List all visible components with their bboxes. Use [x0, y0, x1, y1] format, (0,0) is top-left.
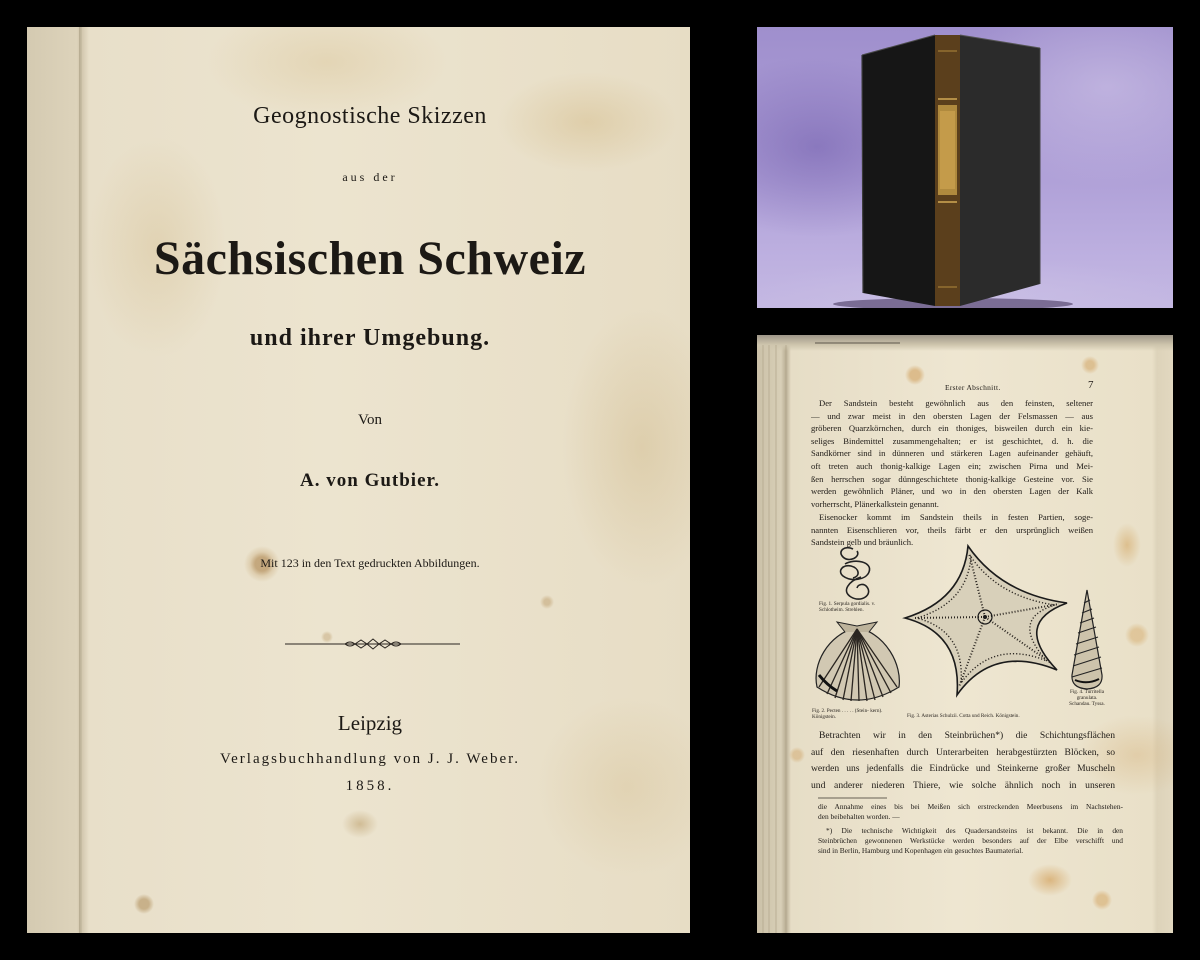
text-line: werden uns jedenfalls die Eindrücke und Steinkerne großer Muscheln: [811, 763, 1115, 774]
footnote-line: sind in Berlin, Hamburg und Kopenhagen ein gesuchtes Baumaterial.: [818, 846, 1024, 855]
book-illustration: [757, 27, 1173, 308]
footnote-line: *) Die technische Wichtigkeit des Quadersandsteins ist bekannt. Die in den: [826, 826, 1123, 835]
page-number: 7: [1088, 379, 1094, 391]
running-head: Erster Abschnitt.: [945, 383, 1001, 392]
main-title: Sächsischen Schweiz: [153, 232, 587, 285]
serpula-figure: [841, 548, 870, 599]
book-back-cover: [960, 35, 1040, 306]
book-front-cover: [862, 35, 935, 306]
by-line: Von: [358, 412, 382, 428]
book-spine-photo: [757, 27, 1173, 308]
text-line: nannten Eisenschlieren vor, theils färbt er den ursprünglich weißen: [811, 524, 1093, 535]
paragraph-3: [811, 728, 1115, 794]
previous-page-edge: [79, 27, 82, 933]
text-line: werden gewöhnlich Pläner, und wo in den obersten Lagen der Kalk: [811, 486, 1093, 497]
text-line: auf den riesenhaften durch Unterarbeiten herabgestürzten Blöcken, so: [811, 746, 1115, 758]
title-line-3: und ihrer Umgebung.: [249, 325, 491, 351]
figure-2-caption: Fig. 2. Pecten . . . . . (Stein- kern). Königstein.: [812, 708, 883, 720]
text-line: vorherrscht, Plänerkalkstein genannt.: [811, 498, 939, 509]
text-line: — und zwar meist in den obersten Lagen der Felsmassen — aus: [811, 410, 1093, 421]
author-name: A. von Gutbier.: [300, 470, 440, 491]
footnote-line: die Annahme eines bis bei Meißen sich erstreckenden Meerbusens im Nachstehen-: [818, 802, 1123, 811]
footnote-line: den beibehalten worden. —: [818, 812, 900, 821]
text-line: Eisenocker kommt im Sandstein theils in festen Partien, soge-: [819, 512, 1093, 522]
text-line: und anderer niederen Thiere, wie solche ähnlich noch in unseren: [811, 779, 1115, 791]
text-line: gröberen Quarzkörnchen, durch ein thoniges, bisweilen durch ein kie-: [811, 423, 1093, 434]
text-line: seliges Bindemittel zusammengehalten; er ist geschichtet, d. h. die: [811, 435, 1093, 446]
asterias-starfish-figure: [905, 546, 1067, 695]
paragraph-2: [811, 511, 1093, 549]
text-line: Der Sandstein besteht gewöhnlich aus den feinsten, seltener: [819, 398, 1093, 408]
pecten-shell-figure: [816, 622, 899, 701]
footnote-line: Steinbrüchen gewonnenen Werkstücke werden besonders auf der Elbe verschifft und: [818, 836, 1123, 845]
text-line: ßen herrschen sogar dünngeschichtete thonig-kalkige Gesteine vor. Sie: [811, 473, 1093, 484]
title-line-2: aus der: [342, 170, 398, 184]
figure-4-caption: Fig. 4. Turritella granulata. Schandau. Tyssa.: [1069, 689, 1105, 707]
turritella-shell-figure: [1072, 590, 1102, 689]
text-line: Sandstein gelb und bräunlich.: [811, 537, 914, 548]
text-line: Betrachten wir in den Steinbrüchen*) die Schichtungsflächen: [819, 730, 1115, 741]
illustrations-note: Mit 123 in den Text gedruckten Abbildungen.: [260, 556, 480, 570]
publisher: Verlagsbuchhandlung von J. J. Weber.: [219, 751, 521, 767]
title-line-1: Geognostische Skizzen: [253, 103, 487, 129]
publication-place: Leipzig: [337, 711, 403, 735]
inner-page-photo: [757, 335, 1173, 933]
text-line: oft treten auch thonig-kalkige Lagen ein; zwischen Pirna und Mei-: [811, 460, 1093, 471]
publication-year: 1858.: [345, 778, 395, 794]
text-line: Sandkörner sind in dünneren und stärkeren Lagen aufeinander gehäuft,: [811, 448, 1093, 459]
figure-3-caption: Fig. 3. Asterias Schulzii. Cotta und Reich. Königstein.: [907, 713, 1020, 719]
title-page-photo: [27, 27, 690, 933]
footnotes: [818, 802, 1123, 856]
figure-1-caption: Fig. 1. Serpula gordialis. v. Schlotheim. Strehlen.: [819, 601, 876, 613]
ornament-rule: [285, 638, 460, 650]
paragraph-1: [811, 397, 1093, 510]
